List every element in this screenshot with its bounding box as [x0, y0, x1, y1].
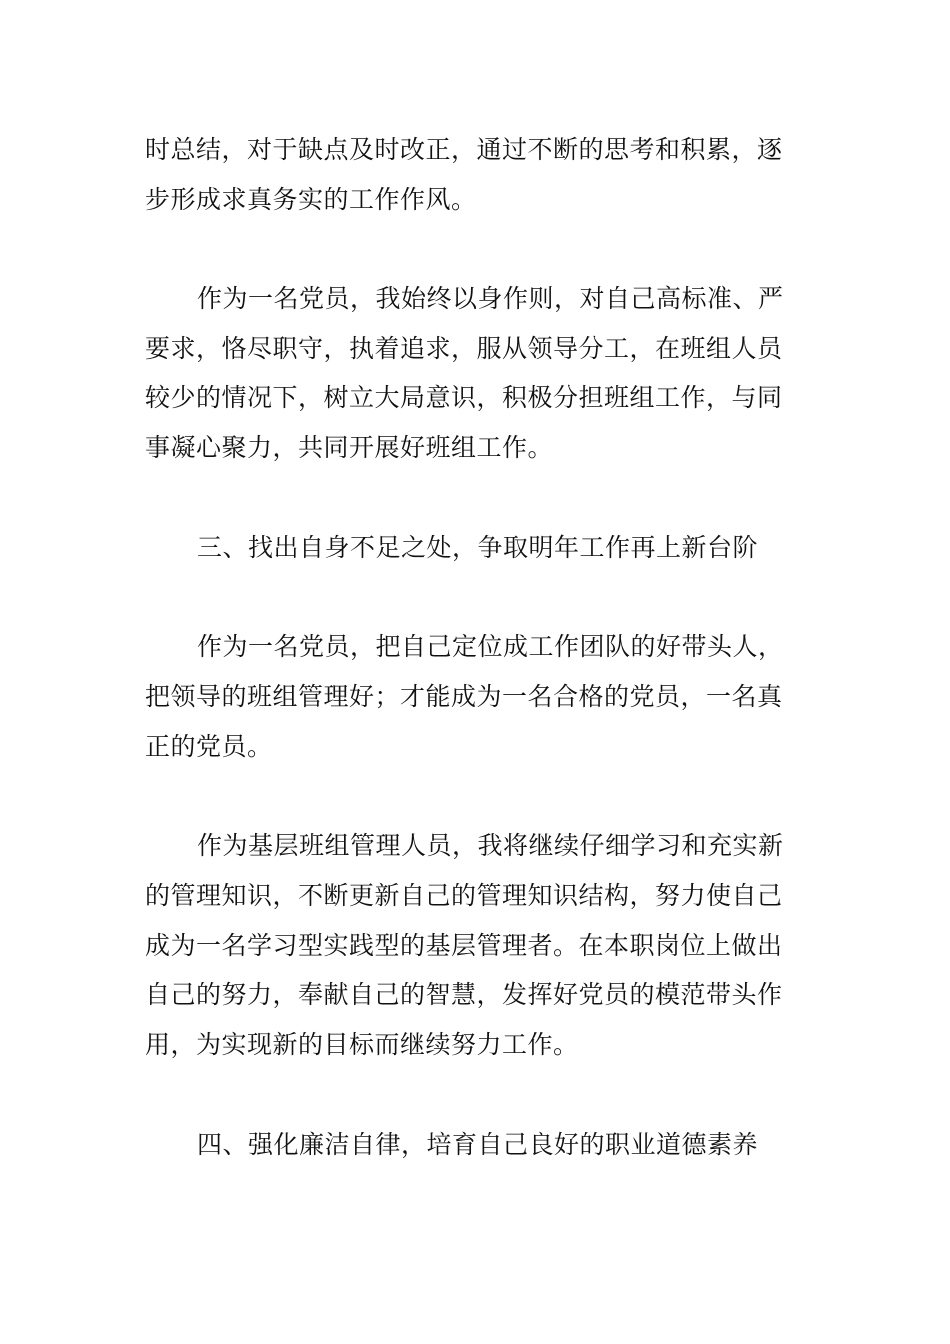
paragraph-line: 要求，恪尽职守，执着追求，服从领导分工，在班组人员	[145, 334, 783, 363]
paragraph-line: 作为一名党员，把自己定位成工作团队的好带头人，	[197, 632, 784, 661]
section-heading: 四、强化廉洁自律，培育自己良好的职业道德素养	[197, 1130, 759, 1159]
paragraph-line: 步形成求真务实的工作作风。	[145, 185, 477, 214]
paragraph-line: 把领导的班组管理好；才能成为一名合格的党员，一名真	[145, 682, 783, 711]
paragraph-line: 正的党员。	[145, 732, 273, 761]
paragraph-line: 的管理知识，不断更新自己的管理知识结构，努力使自己	[145, 881, 783, 910]
section-heading: 三、找出自身不足之处，争取明年工作再上新台阶	[197, 533, 759, 562]
paragraph-line: 作为基层班组管理人员，我将继续仔细学习和充实新	[197, 831, 784, 860]
paragraph-line: 事凝心聚力，共同开展好班组工作。	[145, 433, 554, 462]
paragraph-line: 用，为实现新的目标而继续努力工作。	[145, 1030, 579, 1059]
paragraph-line: 时总结，对于缺点及时改正，通过不断的思考和积累，逐	[145, 135, 783, 164]
paragraph-line: 自己的努力，奉献自己的智慧，发挥好党员的模范带头作	[145, 980, 783, 1009]
paragraph-line: 作为一名党员，我始终以身作则，对自己高标准、严	[197, 284, 784, 313]
paragraph-line: 较少的情况下，树立大局意识，积极分担班组工作，与同	[145, 383, 783, 412]
paragraph-line: 成为一名学习型实践型的基层管理者。在本职岗位上做出	[145, 931, 783, 960]
